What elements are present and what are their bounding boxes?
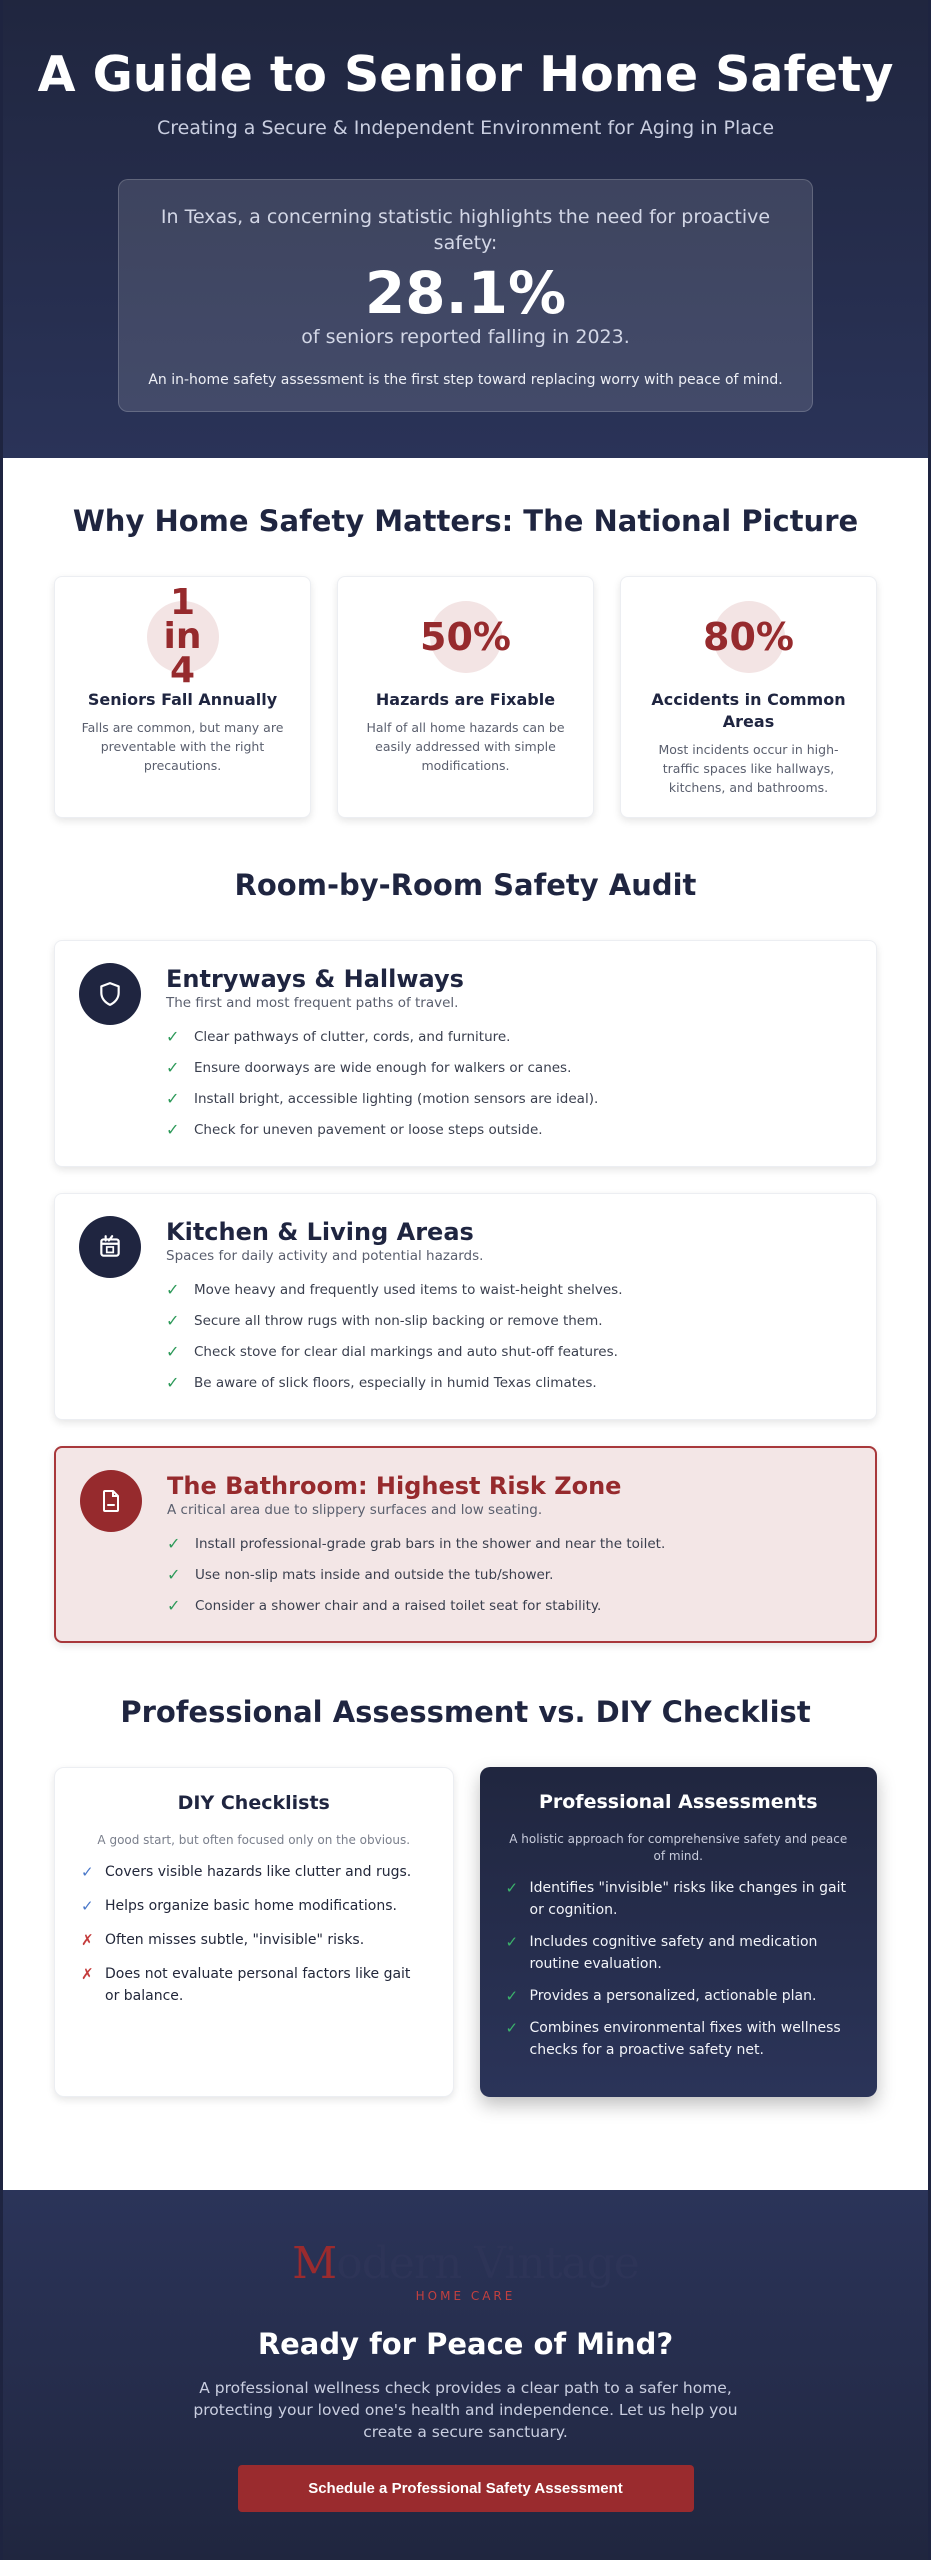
stat-circle xyxy=(420,601,511,673)
document-icon xyxy=(80,1470,142,1532)
check-icon: ✓ xyxy=(505,2019,519,2037)
check-icon: ✓ xyxy=(166,1089,180,1108)
stat-intro: In Texas, a concerning statistic highlights the need for proactive safety: xyxy=(160,206,771,254)
check-icon: ✓ xyxy=(505,1987,519,2005)
pro-card xyxy=(480,1767,878,2097)
cross-icon: ✗ xyxy=(81,1965,94,1983)
main-content xyxy=(3,458,928,2190)
page-subtitle: Creating a Secure & Independent Environment for Aging in Place xyxy=(156,117,775,139)
room-body xyxy=(166,1216,852,1419)
brand-logo xyxy=(3,2238,928,2303)
room-title: The Bathroom: Highest Risk Zone xyxy=(167,1472,622,1500)
national-stat-cards xyxy=(54,576,877,818)
footer-text: A professional wellness check provides a clear path to a safer home, protecting your loved one's health and independence. Let us help you create a secure sanctuary. xyxy=(193,2379,738,2441)
check-icon: ✓ xyxy=(81,1863,94,1881)
check-icon: ✓ xyxy=(167,1534,181,1553)
stat-circle xyxy=(147,582,219,691)
check-icon: ✓ xyxy=(505,1933,519,1951)
logo-word: odern Vintage xyxy=(336,2238,639,2289)
check-icon: ✓ xyxy=(166,1311,180,1330)
hero-section xyxy=(3,0,928,458)
pro-card-title: Professional Assessments xyxy=(538,1791,818,1813)
stat-card xyxy=(337,576,594,818)
audit-section-title: Room-by-Room Safety Audit xyxy=(234,868,697,902)
diy-card-sub: A good start, but often focused only on the obvious. xyxy=(97,1833,411,1847)
page-title: A Guide to Senior Home Safety xyxy=(37,46,894,103)
schedule-assessment-button[interactable]: Schedule a Professional Safety Assessment xyxy=(238,2465,694,2512)
pro-card-sub: A holistic approach for comprehensive safety and peace of mind. xyxy=(509,1832,848,1863)
room-checklist xyxy=(166,1274,852,1398)
stat-card-heading: Hazards are Fixable xyxy=(375,690,556,709)
check-icon: ✓ xyxy=(166,1120,180,1139)
logo-subtitle: HOME CARE xyxy=(415,2289,516,2303)
stat-card-text: Falls are common, but many are preventable with the right precautions. xyxy=(81,720,284,773)
diy-card-title: DIY Checklists xyxy=(177,1792,330,1814)
checklist-item: ✓ Ensure doorways are wide enough for walkers or canes. xyxy=(166,1058,572,1077)
stat-circle xyxy=(703,601,794,673)
logo-wordmark xyxy=(292,2238,639,2289)
checklist-item: ✓ Move heavy and frequently used items to waist-height shelves. xyxy=(166,1280,623,1299)
diy-item: ✓ Helps organize basic home modifications. xyxy=(81,1897,397,1915)
pro-item: ✓ Provides a personalized, actionable plan. xyxy=(505,1987,817,2005)
compare-section-title: Professional Assessment vs. DIY Checklist xyxy=(120,1695,811,1729)
stat-value: 80% xyxy=(703,615,794,659)
checklist-item: ✓ Install bright, accessible lighting (motion sensors are ideal). xyxy=(166,1089,599,1108)
diy-card xyxy=(54,1767,454,2097)
checklist-item: ✓ Consider a shower chair and a raised toilet seat for stability. xyxy=(167,1596,602,1615)
checklist-item: ✓ Install professional-grade grab bars in the shower and near the toilet. xyxy=(167,1534,666,1553)
room-card-bathroom xyxy=(54,1446,877,1643)
diy-item: ✗ Often misses subtle, "invisible" risks. xyxy=(81,1931,365,1949)
pro-list xyxy=(506,1877,852,2061)
national-section-title: Why Home Safety Matters: The National Picture xyxy=(72,504,859,538)
check-icon: ✓ xyxy=(166,1027,180,1046)
room-body xyxy=(167,1470,851,1641)
check-icon: ✓ xyxy=(167,1596,181,1615)
check-icon: ✓ xyxy=(167,1565,181,1584)
stat-line: 1 xyxy=(169,582,196,623)
checklist-item: ✓ Use non-slip mats inside and outside the tub/shower. xyxy=(167,1565,554,1584)
diy-item: ✓ Covers visible hazards like clutter and rugs. xyxy=(81,1863,412,1881)
room-desc: The first and most frequent paths of travel. xyxy=(166,995,459,1011)
check-icon: ✓ xyxy=(166,1373,180,1392)
comparison-cards xyxy=(54,1767,877,2097)
stat-value: 50% xyxy=(420,615,511,659)
footer-cta-section xyxy=(3,2190,928,2560)
stat-card xyxy=(54,576,311,818)
room-body xyxy=(166,963,852,1166)
diy-item: ✗ Does not evaluate personal factors like gait or balance. xyxy=(81,1963,427,2007)
room-checklist xyxy=(167,1528,851,1621)
room-desc: A critical area due to slippery surfaces and low seating. xyxy=(167,1502,543,1518)
check-icon: ✓ xyxy=(166,1342,180,1361)
diy-list xyxy=(81,1861,427,2007)
stat-card-heading: Accidents in Common Areas xyxy=(651,690,846,731)
stat-card-text: Most incidents occur in high-traffic spaces like hallways, kitchens, and bathrooms. xyxy=(658,742,839,795)
pro-item: ✓ Combines environmental fixes with wellness checks for a proactive safety net. xyxy=(506,2017,852,2061)
kitchen-icon xyxy=(79,1216,141,1278)
cross-icon: ✗ xyxy=(81,1931,94,1949)
room-title: Kitchen & Living Areas xyxy=(166,1218,474,1246)
checklist-item: ✓ Secure all throw rugs with non-slip backing or remove them. xyxy=(166,1311,603,1330)
stat-line: in xyxy=(163,616,202,657)
checklist-item: ✓ Check stove for clear dial markings and auto shut-off features. xyxy=(166,1342,618,1361)
room-card-entryways xyxy=(54,940,877,1167)
footer-heading: Ready for Peace of Mind? xyxy=(257,2327,674,2361)
stat-note: An in-home safety assessment is the first step toward replacing worry with peace of mind. xyxy=(148,372,783,388)
stat-card xyxy=(620,576,877,818)
logo-initial: M xyxy=(292,2238,337,2289)
texas-stat-box xyxy=(118,179,813,412)
checklist-item: ✓ Check for uneven pavement or loose steps outside. xyxy=(166,1120,543,1139)
room-checklist xyxy=(166,1021,852,1145)
stat-caption: of seniors reported falling in 2023. xyxy=(301,326,630,348)
room-desc: Spaces for daily activity and potential hazards. xyxy=(166,1248,484,1264)
room-title: Entryways & Hallways xyxy=(166,965,464,993)
stat-value: 28.1% xyxy=(364,259,567,327)
check-icon: ✓ xyxy=(166,1280,180,1299)
check-icon: ✓ xyxy=(81,1897,94,1915)
room-card-kitchen xyxy=(54,1193,877,1420)
check-icon: ✓ xyxy=(505,1879,519,1897)
pro-item: ✓ Includes cognitive safety and medication routine evaluation. xyxy=(506,1931,852,1975)
check-icon: ✓ xyxy=(166,1058,180,1077)
checklist-item: ✓ Clear pathways of clutter, cords, and furniture. xyxy=(166,1027,511,1046)
stat-line: 4 xyxy=(169,650,196,691)
stat-card-heading: Seniors Fall Annually xyxy=(87,690,278,709)
pro-item: ✓ Identifies "invisible" risks like changes in gait or cognition. xyxy=(506,1877,852,1921)
checklist-item: ✓ Be aware of slick floors, especially in humid Texas climates. xyxy=(166,1373,597,1392)
stat-card-text: Half of all home hazards can be easily addressed with simple modifications. xyxy=(366,720,565,773)
shield-icon xyxy=(79,963,141,1025)
